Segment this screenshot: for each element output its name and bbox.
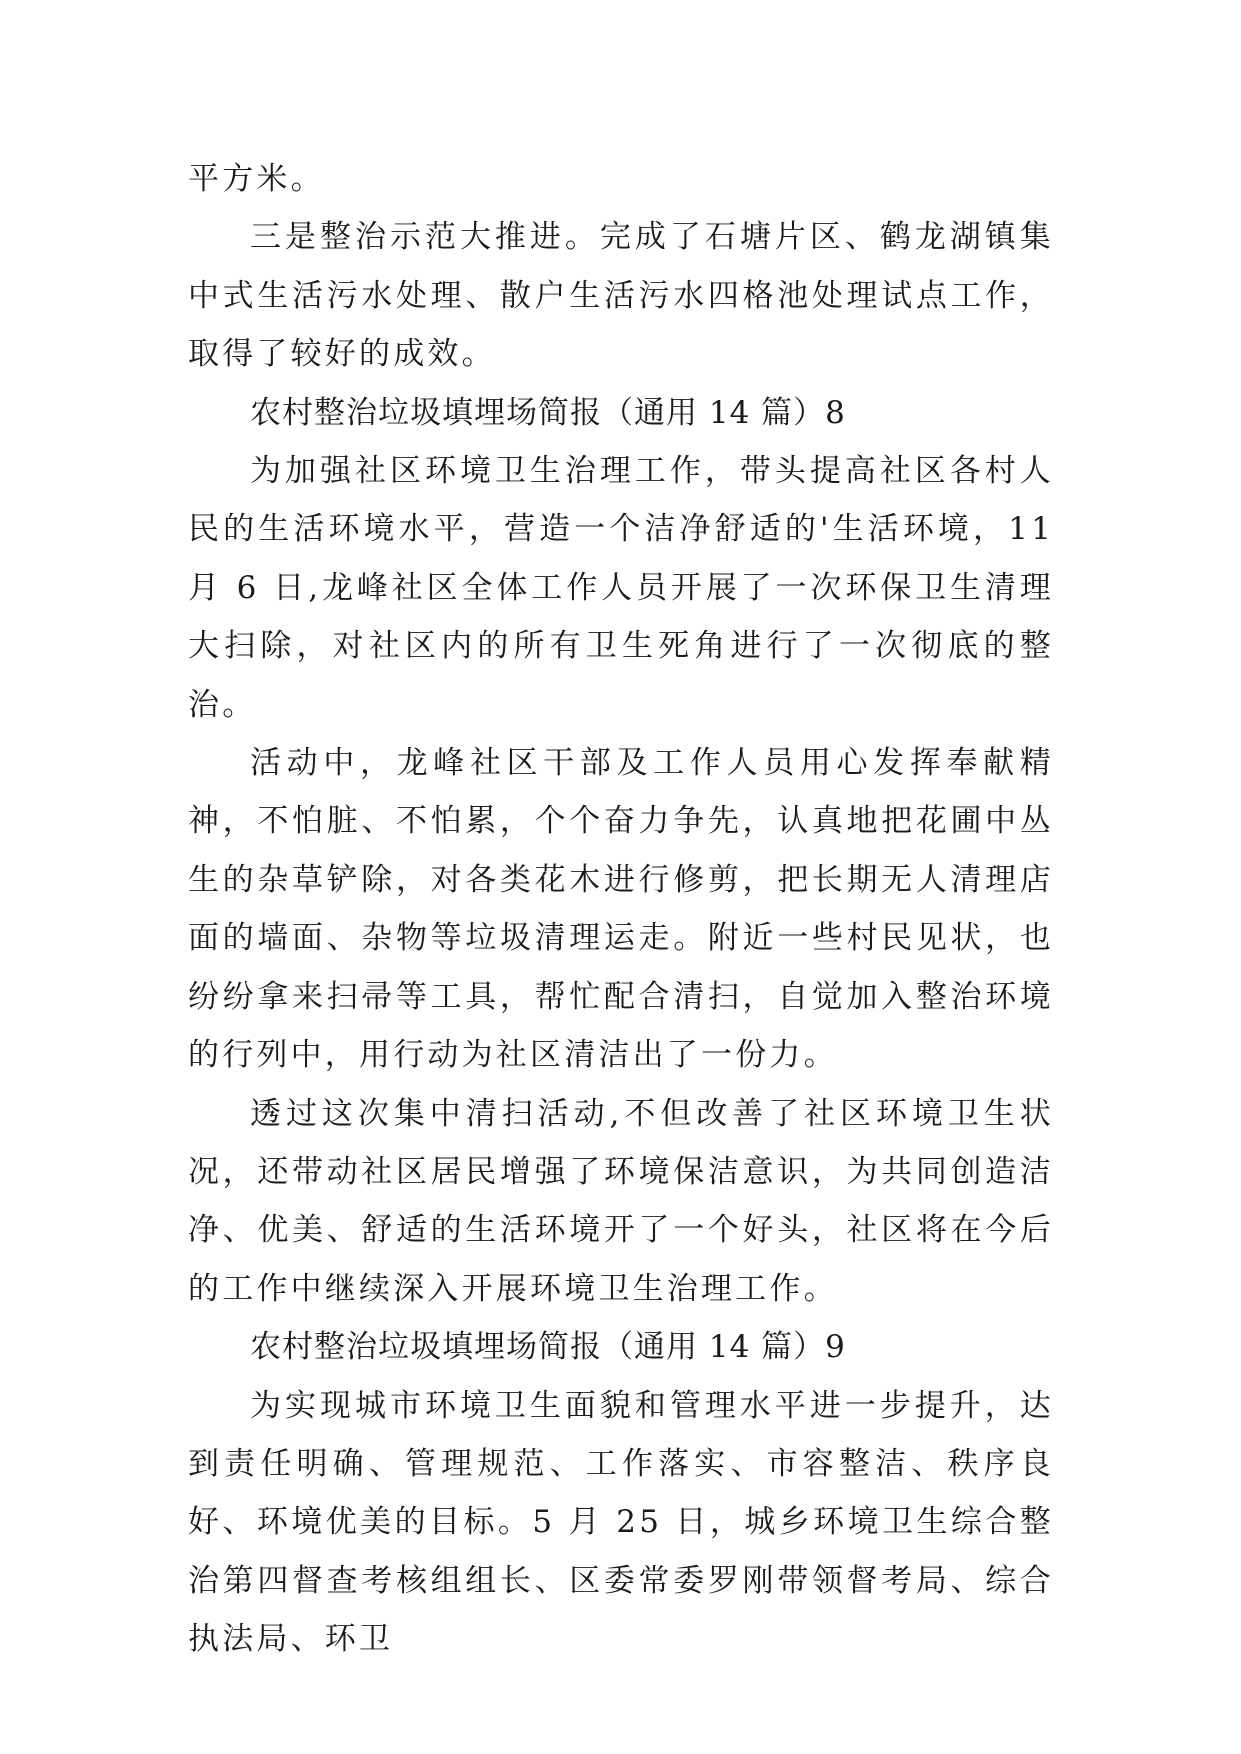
section-heading: 农村整治垃圾填埋场简报（通用 14 篇）8 <box>250 394 846 431</box>
document-page <box>188 150 1054 1669</box>
section-heading: 农村整治垃圾填埋场简报（通用 14 篇）9 <box>250 1329 846 1366</box>
paragraph: 为加强社区环境卫生治理工作，带头提高社区各村人民的生活环境水平，营造一个洁净舒适的'生活环境，11 月 6 日,龙峰社区全体工作人员开展了一次环保卫生清理大扫除，对社区内的所有卫生死角进行了一次彻底的整治。 <box>188 453 1054 723</box>
paragraph: 活动中，龙峰社区干部及工作人员用心发挥奉献精神，不怕脏、不怕累，个个奋力争先，认真地把花圃中丛生的杂草铲除，对各类花木进行修剪，把长期无人清理店面的墙面、杂物等垃圾清理运走。附近一些村民见状，也纷纷拿来扫帚等工具，帮忙配合清扫，自觉加入整治环境的行列中，用行动为社区清洁出了一份力。 <box>188 745 1054 1074</box>
paragraph-continuation: 平方米。 <box>188 161 325 197</box>
paragraph: 三是整治示范大推进。完成了石塘片区、鹤龙湖镇集中式生活污水处理、散户生活污水四格池处理试点工作，取得了较好的成效。 <box>188 219 1054 373</box>
paragraph: 为实现城市环境卫生面貌和管理水平进一步提升，达到责任明确、管理规范、工作落实、市容整洁、秩序良好、环境优美的目标。5 月 25 日，城乡环境卫生综合整治第四督查考核组组长、区委常委罗刚带领督考局、综合执法局、环卫 <box>188 1387 1054 1658</box>
paragraph: 透过这次集中清扫活动,不但改善了社区环境卫生状况，还带动社区居民增强了环境保洁意识，为共同创造洁净、优美、舒适的生活环境开了一个好头，社区将在今后的工作中继续深入开展环境卫生治理工作。 <box>188 1095 1054 1307</box>
